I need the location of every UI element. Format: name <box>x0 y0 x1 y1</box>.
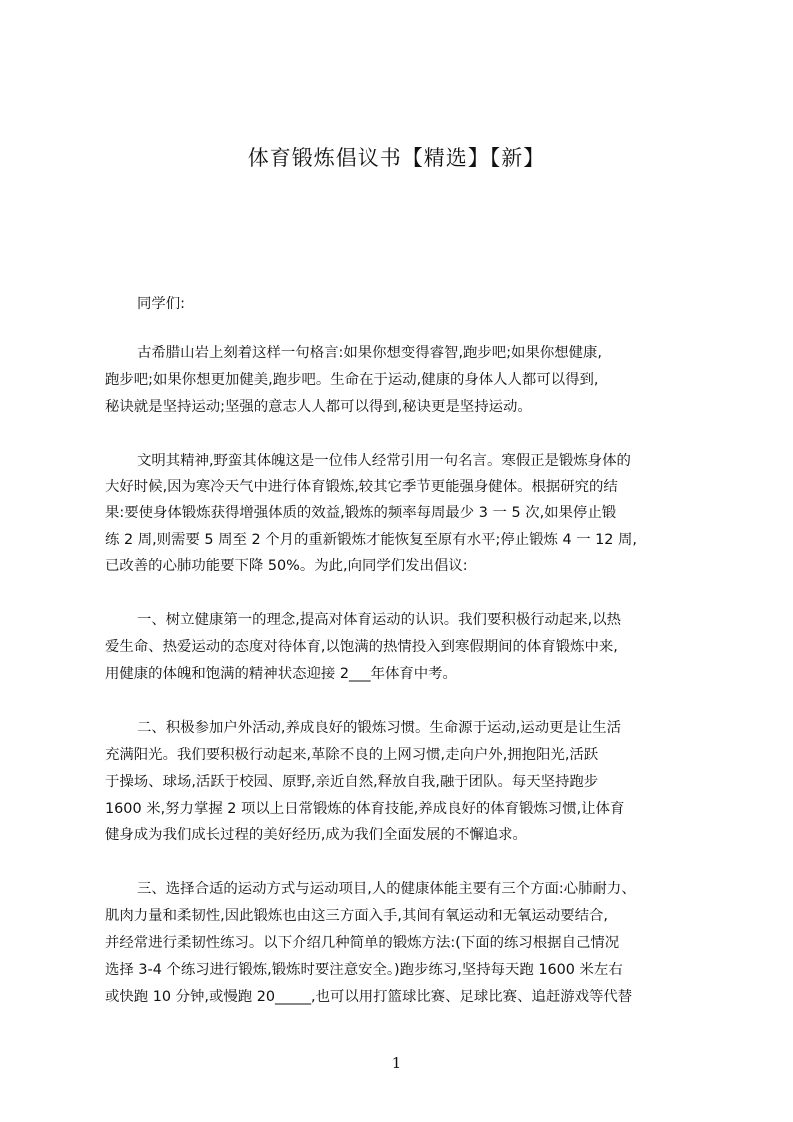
paragraph-5-line-1: 三、选择合适的运动方式与运动项目,人的健康体能主要有三个方面:心肺耐力、 <box>137 881 636 897</box>
paragraph-2-line-3: 果:要使身体锻炼获得增强体质的效益,锻炼的频率每周最少 3 一 5 次,如果停止锻 <box>105 505 617 521</box>
paragraph-2-line-5: 已改善的心肺功能要下降 50%。为此,向同学们发出倡议: <box>105 558 468 574</box>
paragraph-4-line-5: 健身成为我们成长过程的美好经历,成为我们全面发展的不懈追求。 <box>105 827 527 843</box>
document-title: 体育锻炼倡议书【精选】【新】 <box>247 146 546 170</box>
paragraph-4-line-1: 二、积极参加户外活动,养成良好的锻炼习惯。生命源于运动,运动更是让生活 <box>137 720 622 736</box>
paragraph-1-line-2: 跑步吧;如果你想更加健美,跑步吧。生命在于运动,健康的身体人人都可以得到, <box>105 372 599 388</box>
paragraph-2-line-1: 文明其精神,野蛮其体魄这是一位伟人经常引用一句名言。寒假正是锻炼身体的 <box>137 453 631 469</box>
paragraph-4-line-4: 1600 米,努力掌握 2 项以上日常锻炼的体育技能,养成良好的体育锻炼习惯,让体育 <box>105 801 625 817</box>
paragraph-5-line-3: 并经常进行柔韧性练习。以下介绍几种简单的锻炼方法:(下面的练习根据自己情况 <box>105 935 620 951</box>
paragraph-2-line-4: 练 2 周,则需要 5 周至 2 个月的重新锻炼才能恢复至原有水平;停止锻炼 4 一 12 周, <box>105 532 638 548</box>
salutation: 同学们: <box>137 296 186 312</box>
page-number: 1 <box>391 1054 402 1072</box>
paragraph-3-line-3: 用健康的体魄和饱满的精神状态迎接 2___年体育中考。 <box>105 666 457 682</box>
paragraph-3-line-2: 爱生命、热爱运动的态度对待体育,以饱满的热情投入到寒假期间的体育锻炼中来, <box>105 639 618 655</box>
paragraph-1-line-3: 秘诀就是坚持运动;坚强的意志人人都可以得到,秘诀更是坚持运动。 <box>105 399 532 415</box>
paragraph-4-line-3: 于操场、球场,活跃于校园、原野,亲近自然,释放自我,融于团队。每天坚持跑步 <box>105 774 599 790</box>
paragraph-5-line-2: 肌肉力量和柔韧性,因此锻炼也由这三方面入手,其间有氧运动和无氧运动要结合, <box>105 908 609 924</box>
paragraph-2-line-2: 大好时候,因为寒冷天气中进行体育锻炼,较其它季节更能强身健体。根据研究的结 <box>105 479 618 495</box>
paragraph-5-line-4: 选择 3-4 个练习进行锻炼,锻炼时要注意安全。)跑步练习,坚持每天跑 1600 米左右 <box>105 962 623 978</box>
paragraph-5-line-5: 或快跑 10 分钟,或慢跑 20_____,也可以用打篮球比赛、足球比赛、追赶游戏等代替 <box>105 989 633 1005</box>
paragraph-1-line-1: 古希腊山岩上刻着这样一句格言:如果你想变得睿智,跑步吧;如果你想健康, <box>137 345 602 361</box>
paragraph-4-line-2: 充满阳光。我们要积极行动起来,革除不良的上网习惯,走向户外,拥抱阳光,活跃 <box>105 747 599 763</box>
paragraph-3-line-1: 一、树立健康第一的理念,提高对体育运动的认识。我们要积极行动起来,以热 <box>137 612 622 628</box>
